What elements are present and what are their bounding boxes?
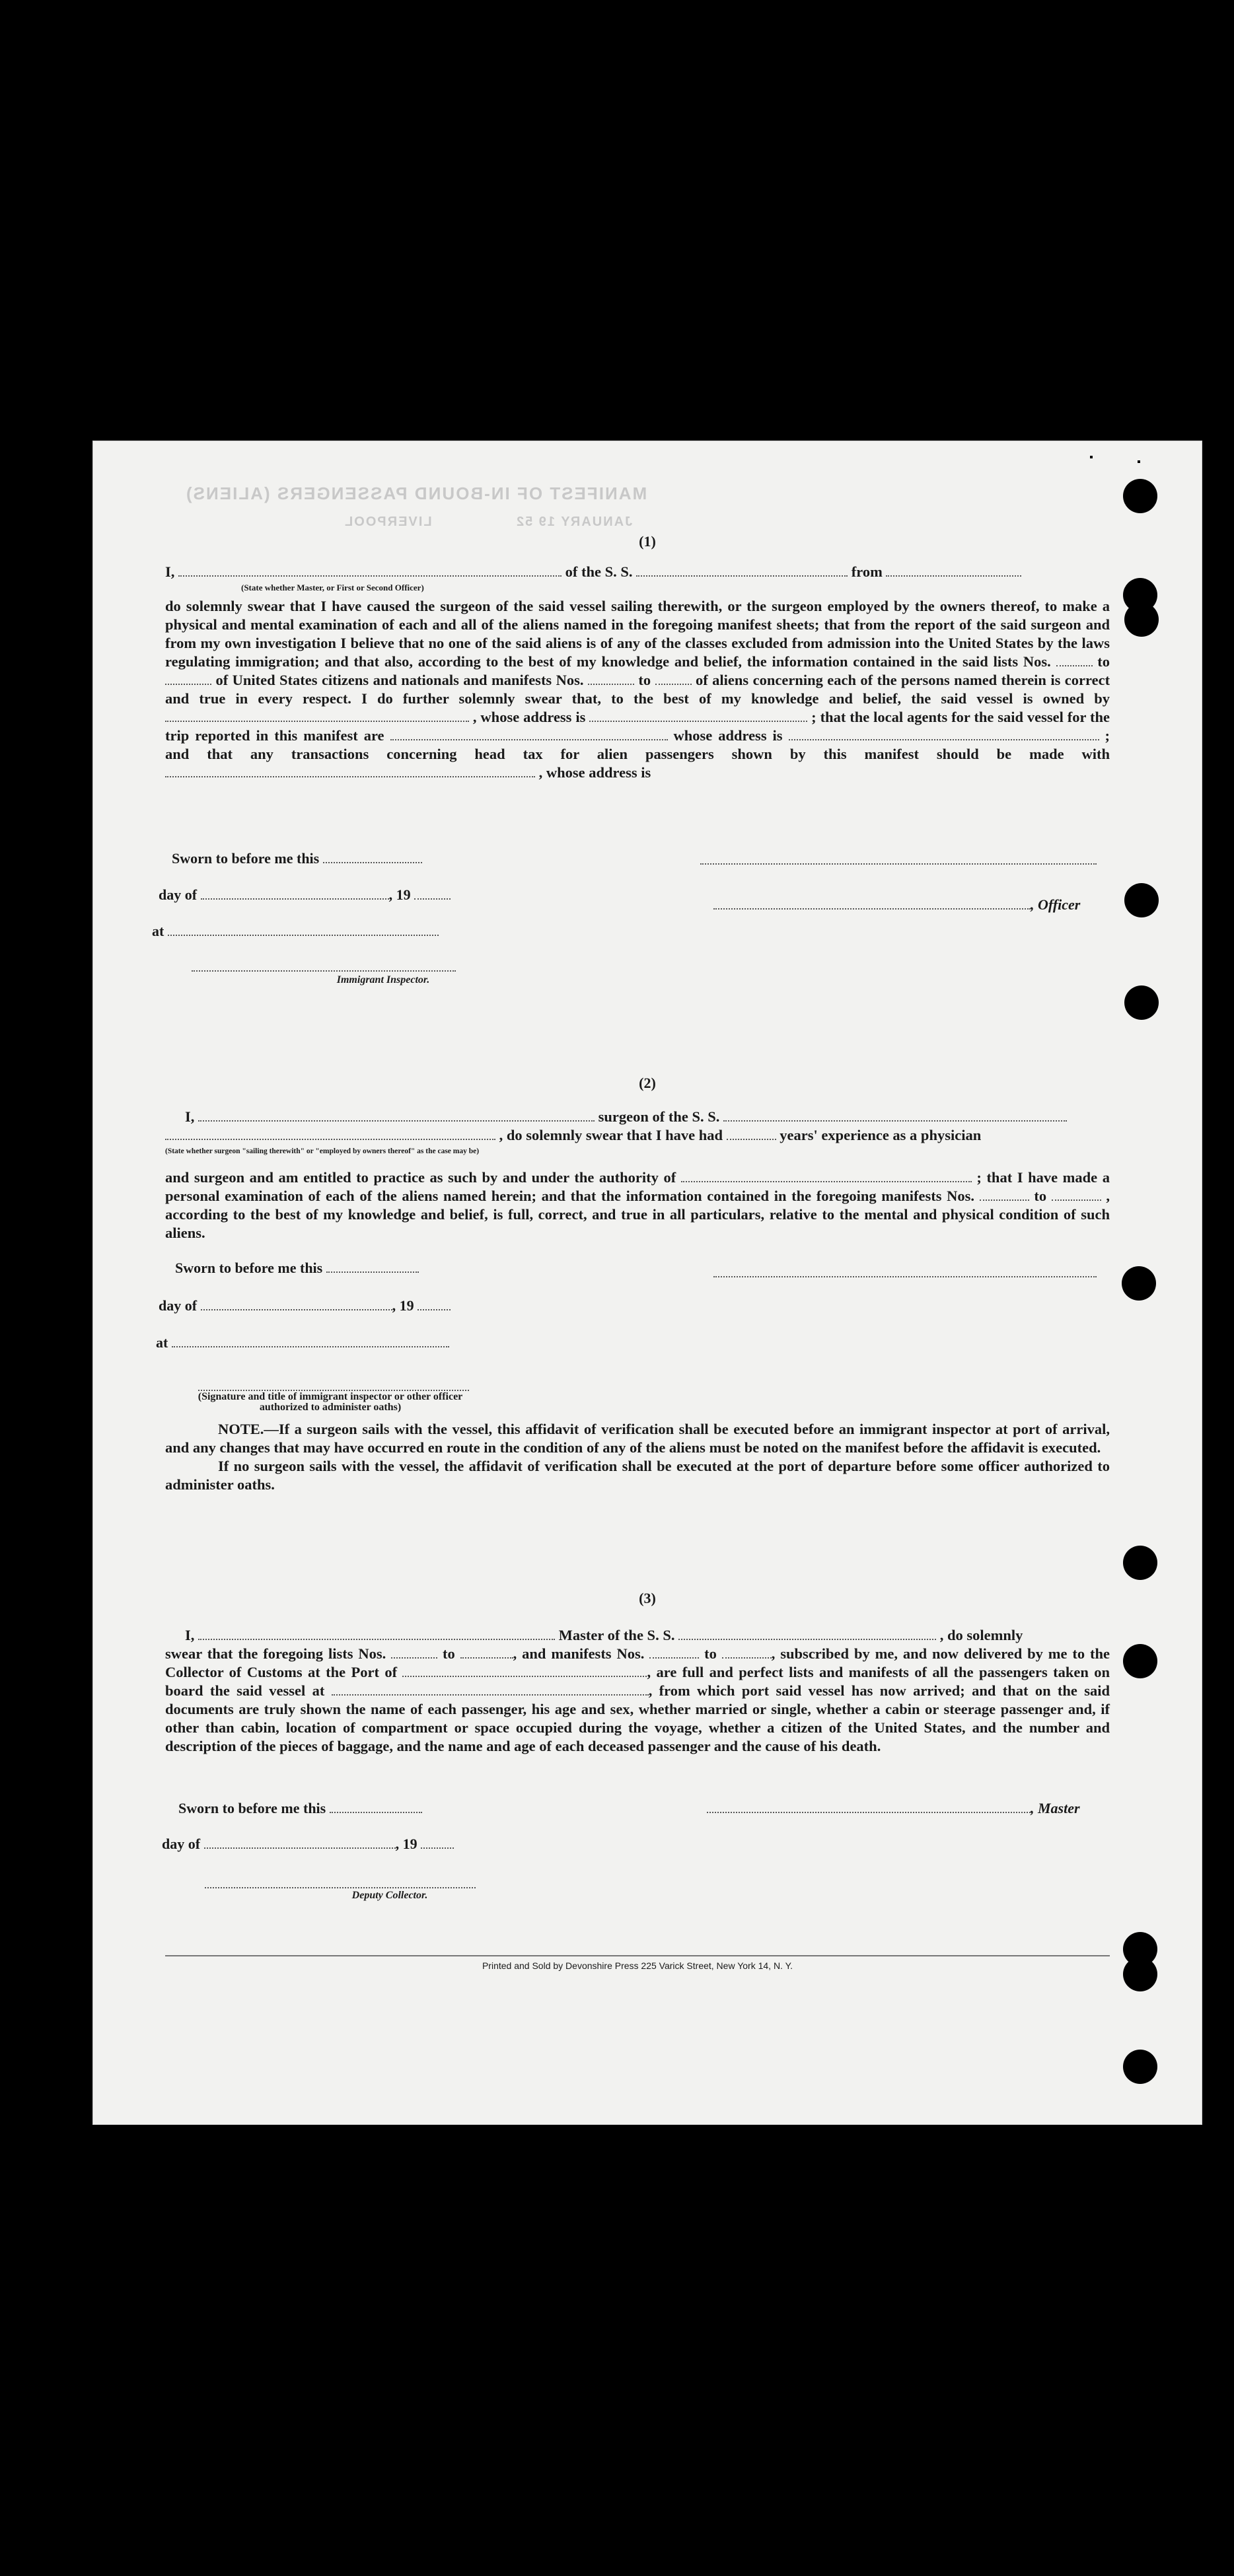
bleed-through-header: MANIFEST OF IN-BOUND PASSENGERS (ALIENS) — [185, 483, 647, 503]
edge-mark — [1138, 460, 1140, 463]
section-1-number: (1) — [639, 533, 656, 550]
s3-sworn: Sworn to before me this — [178, 1800, 422, 1817]
s1-officer: , Officer — [713, 896, 1080, 913]
s3-i: I, — [185, 1627, 195, 1643]
s1-whose-2: whose address is — [673, 727, 783, 744]
s2-do-swear: , do solemnly swear that I have had — [499, 1127, 723, 1143]
s2-body-3: , according to the best of my knowledge and belief, is full, correct, and true in all particulars, relative to the mental and physical condition of such aliens. — [165, 1188, 1110, 1241]
s1-of-ss: of the S. S. — [565, 563, 633, 580]
s2-note-label: NOTE. — [218, 1421, 264, 1437]
punch-hole — [1123, 1957, 1157, 1991]
bleed-through-date: JANUARY 19 52 — [515, 515, 633, 529]
punch-hole — [1123, 1644, 1157, 1678]
punch-hole — [1124, 985, 1159, 1020]
s1-whose-3: , whose address is — [538, 764, 651, 781]
s3-subscribed: , subscribed by me, and now delivered by me to the Collector of Customs at the Port of — [165, 1645, 1110, 1680]
s3-master-of: Master of the S. S. — [558, 1627, 675, 1643]
s1-day-of: day of , 19 — [159, 886, 451, 904]
s2-body-2: ; that I have made a personal examination of each of the aliens named herein; and that the information contained in the foregoing manifests Nos. — [165, 1169, 1110, 1204]
s2-signature-line-right — [713, 1276, 1097, 1277]
s2-to: to — [1034, 1188, 1047, 1204]
s2-note-1: —If a surgeon sails with the vessel, this affidavit of verification shall be executed before an immigrant inspector at port of arrival, and any changes that may have occurred en route in the condition of any of the aliens must be noted on the manifest before the affidavit is executed. — [165, 1421, 1110, 1456]
printer-footer: Printed and Sold by Devonshire Press 225 Varick Street, New York 14, N. Y. — [165, 1955, 1110, 1971]
s1-to-2: to — [638, 672, 651, 688]
s2-note-2: If no surgeon sails with the vessel, the affidavit of verification shall be executed at the port of departure before some officer authorized to administer oaths. — [165, 1458, 1110, 1493]
s3-body-3: , from which port said vessel has now arrived; and that on the said documents are truly shown the name of each passenger, his age and sex, whether married or single, whether a cabin or steerage passenger and, if other than cabin, location of compartment or space occupied during the voyage, whether a citizen of the United States, and the number and description of the pieces of baggage, and the name and age of each deceased passenger and the cause of his death. — [165, 1682, 1110, 1754]
s1-body-3: of aliens concerning each of the persons named therein is correct and true in every respect. I do further solemnly swear that, to the best of my knowledge and belief, the said vessel is owned by — [165, 672, 1110, 707]
s3-to-2: to — [704, 1645, 717, 1662]
s2-body-1: and surgeon and am entitled to practice as such by and under the authority of — [165, 1169, 676, 1186]
s1-i: I, — [165, 563, 175, 580]
s3-deputy-caption: Deputy Collector. — [351, 1890, 428, 1901]
section-3-number: (3) — [639, 1590, 656, 1606]
s2-years: years' experience as a physician — [780, 1127, 982, 1143]
s3-master: , Master — [707, 1800, 1080, 1817]
s1-inspector-line — [192, 970, 456, 972]
s2-surgeon-of: surgeon of the S. S. — [598, 1108, 720, 1125]
s1-caption-master: (State whether Master, or First or Second Officer) — [241, 583, 424, 592]
section-2-number: (2) — [639, 1075, 656, 1091]
s1-body-1: do solemnly swear that I have caused the surgeon of the said vessel sailing therewith, or the surgeon employed by the owners thereof, to make a physical and mental examination of each and all of the aliens named in the foregoing manifest sheets; that from the report of the said surgeon and from my own investigation I believe that no one of the said aliens is of any of the classes excluded from admission into the United States by the laws regulating immigration; and that also, according to the best of my knowledge and belief, the information contained in the said lists Nos. — [165, 598, 1110, 670]
s3-and-manifests: , and manifests Nos. — [513, 1645, 645, 1662]
s3-deputy-line — [205, 1887, 476, 1888]
bleed-through-port: LIVERPOOL — [344, 515, 432, 529]
section-3-oath — [165, 1626, 1110, 1756]
s1-body-5: ; and that any transactions concerning head tax for alien passengers shown by this manifest should be made with — [165, 727, 1110, 762]
s2-at: at — [156, 1334, 449, 1351]
punch-hole — [1124, 883, 1159, 917]
s3-body-1: swear that the foregoing lists Nos. — [165, 1645, 386, 1662]
punch-hole — [1123, 2050, 1157, 2084]
s1-body-4: ; that the local agents for the said vessel for the trip reported in this manifest are — [165, 709, 1110, 744]
s2-sworn: Sworn to before me this — [175, 1260, 419, 1277]
s3-body-2: , are full and perfect lists and manifests of all the passengers taken on board the said vessel at — [165, 1664, 1110, 1699]
punch-hole — [1122, 1266, 1156, 1301]
s3-day-of: day of , 19 — [162, 1836, 454, 1853]
punch-hole — [1124, 602, 1159, 637]
s1-sworn: Sworn to before me this — [172, 850, 422, 867]
s1-body-2: of United States citizens and nationals and manifests Nos. — [215, 672, 584, 688]
section-2-oath — [165, 1108, 1110, 1242]
form-page — [92, 441, 1202, 2125]
s3-to-1: to — [443, 1645, 455, 1662]
s1-whose-1: , whose address is — [472, 709, 586, 725]
s1-to-1: to — [1097, 653, 1110, 670]
punch-hole — [1123, 1546, 1157, 1580]
s2-sig-caption: (Signature and title of immigrant inspector or other officer authorized to administer oaths) — [198, 1391, 463, 1413]
s2-caption-surgeon: (State whether surgeon "sailing therewith" or "employed by owners thereof" as the case may be) — [165, 1147, 480, 1155]
s2-note — [165, 1420, 1110, 1494]
s1-from: from — [851, 563, 883, 580]
s1-signature-line — [700, 863, 1097, 865]
edge-mark — [1090, 456, 1093, 458]
s1-at: at — [152, 923, 439, 940]
s2-day-of: day of , 19 — [159, 1297, 451, 1314]
s2-i: I, — [185, 1108, 195, 1125]
punch-hole — [1123, 479, 1157, 513]
s1-inspector-caption: Immigrant Inspector. — [336, 974, 430, 985]
s3-do-swear: , do solemnly — [939, 1627, 1023, 1643]
section-1-oath — [165, 563, 1110, 782]
